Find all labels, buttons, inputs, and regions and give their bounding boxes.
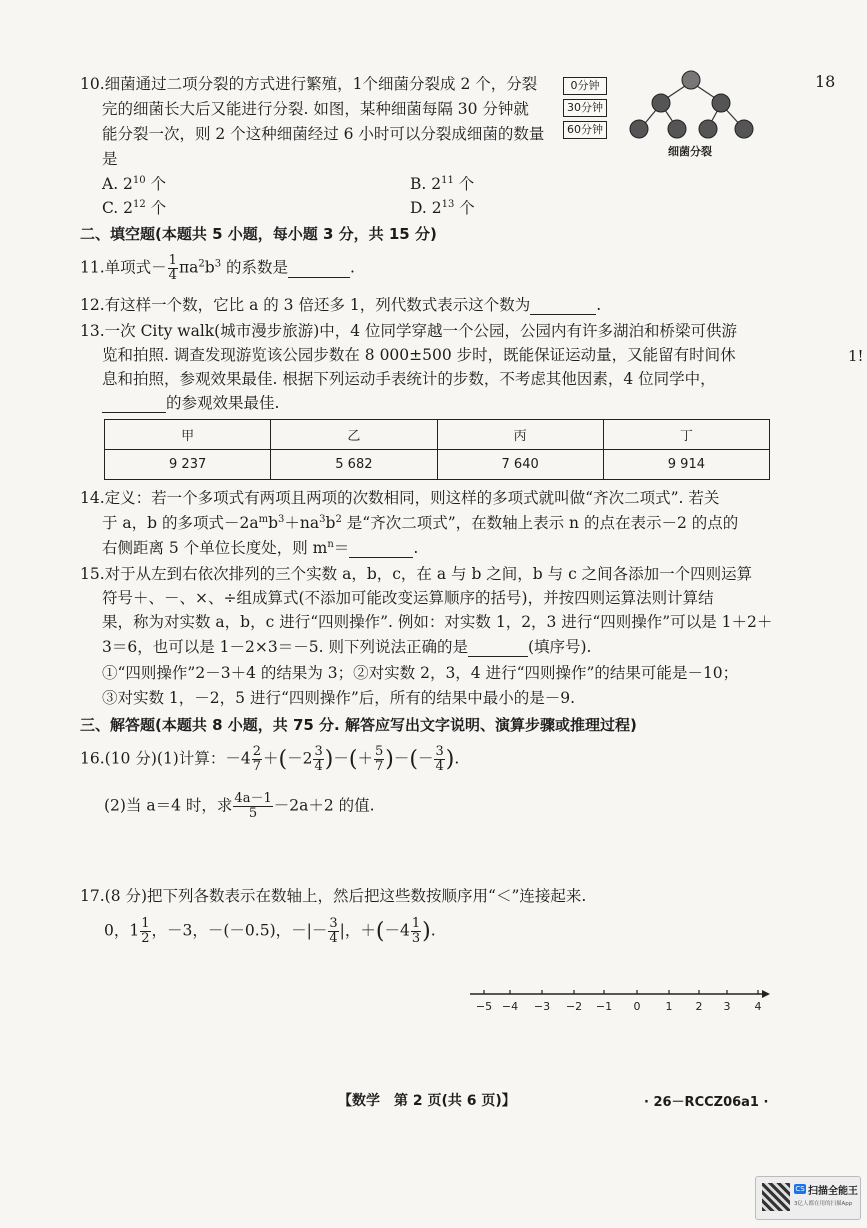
q15-line-5: ①“四则操作”2－3＋4 的结果为 3；②对实数 2，3，4 进行“四则操作”的结果可能是－10； bbox=[102, 664, 739, 682]
bacteria-division-diagram bbox=[620, 68, 770, 140]
table-header-cell: 乙 bbox=[271, 420, 437, 450]
q14-answer-blank[interactable] bbox=[349, 539, 413, 558]
page-footer-left: 【数学 第 2 页(共 6 页)】 bbox=[338, 1093, 516, 1109]
page-footer-right: · 26－RCCZ06a1 · bbox=[644, 1095, 769, 1110]
q11-fraction: $\frac{1}{4}$ bbox=[168, 253, 177, 283]
q15-line-2: 符号＋、－、×、÷组成算式(不添加可能改变运算顺序的括号)，并按四则运算法则计算结 bbox=[102, 589, 714, 607]
q12-answer-blank[interactable] bbox=[530, 296, 596, 315]
arrow-right-icon bbox=[762, 990, 770, 998]
question-14 bbox=[80, 486, 780, 566]
q13-answer-blank[interactable] bbox=[102, 394, 166, 413]
scanner-title: 扫描全能王 bbox=[808, 1186, 858, 1197]
q10-option-d[interactable]: D. $2^{13}$ 个 bbox=[410, 199, 475, 217]
section-2-heading: 二、填空题(本题共 5 小题，每小题 3 分，共 15 分) bbox=[80, 225, 437, 243]
q14-line-2: 于 a，b 的多项式$-2a^mb^3+na^3b^2$ 是“齐次二项式”，在数轴上表示 n 的点在表示－2 的点的 bbox=[102, 514, 739, 532]
q11-answer-blank[interactable] bbox=[288, 259, 350, 278]
q15-line-3: 果，称为对实数 a，b，c 进行“四则操作”. 例如：对实数 1，2，3 进行“四则操作”可以是 1＋2＋ bbox=[102, 613, 773, 631]
tick-label: −1 bbox=[595, 1000, 613, 1013]
q13-line-1: 13.一次 City walk(城市漫步旅游)中，4 位同学穿越一个公园，公园内有许多湖泊和桥梁可供游 bbox=[80, 322, 738, 340]
q13-line-2: 览和拍照. 调查发现游览该公园步数在 8 000±500 步时，既能保证运动量，又能留有时间休 bbox=[102, 346, 736, 364]
question-15 bbox=[80, 562, 780, 712]
step-count-table bbox=[104, 419, 770, 480]
figure-caption: 细菌分裂 bbox=[668, 145, 712, 158]
q14-line-3: 右侧距离 5 个单位长度处，则 $m^n=$ . bbox=[102, 539, 419, 557]
tick-label: 1 bbox=[665, 1000, 673, 1013]
q10-line-4: 是 bbox=[102, 150, 118, 168]
question-10 bbox=[80, 72, 560, 222]
question-11: 11.单项式－ $\frac{1}{4}$ $\pi a^2b^3$ 的系数是 . bbox=[80, 253, 355, 283]
q15-answer-blank[interactable] bbox=[468, 638, 528, 657]
q13-line-4: 的参观效果最佳. bbox=[166, 394, 280, 412]
page-edge-number: 18 bbox=[815, 72, 836, 91]
tick-label: −2 bbox=[565, 1000, 583, 1013]
section-3-heading: 三、解答题(本题共 8 小题，共 75 分. 解答应写出文字说明、演算步骤或推理过程) bbox=[80, 716, 637, 734]
time-label-0: 0分钟 bbox=[563, 77, 607, 95]
q10-option-b[interactable]: B. $2^{11}$ 个 bbox=[410, 175, 475, 193]
scanner-subtitle: 3亿人都在用的扫描App bbox=[794, 1201, 853, 1207]
q10-option-c[interactable]: C. $2^{12}$ 个 bbox=[102, 199, 167, 217]
q17-number-list: 0，1 $\frac{1}{2}$ ，－3，－(－0.5)，－|－ $\frac{3}{4}$ |，＋(－4 $\frac{1}{3}$ ). bbox=[104, 916, 436, 946]
table-cell: 9 914 bbox=[603, 450, 769, 480]
question-16-part-1: 16.(10 分)(1)计算：－4 $\frac{2}{7}$ ＋(－2 $\frac{3}{4}$ )－(＋ $\frac{5}{7}$ )－(－ $\frac{3}{4}$ ). bbox=[80, 744, 460, 774]
tick-label: −5 bbox=[475, 1000, 493, 1013]
question-17: 17.(8 分)把下列各数表示在数轴上，然后把这些数按顺序用“＜”连接起来. bbox=[80, 887, 587, 905]
q10-line-1: 10.细菌通过二项分裂的方式进行繁殖，1个细菌分裂成 2 个，分裂 bbox=[80, 75, 538, 93]
table-header-cell: 甲 bbox=[105, 420, 271, 450]
qr-code-icon bbox=[762, 1183, 790, 1211]
q13-line-3: 息和拍照，参观效果最佳. 根据下列运动手表统计的步数，不考虑其他因素，4 位同学中， bbox=[102, 370, 716, 388]
q15-line-1: 15.对于从左到右依次排列的三个实数 a，b，c，在 a 与 b 之间，b 与 c 之间各添加一个四则运算 bbox=[80, 565, 753, 583]
question-13 bbox=[80, 319, 780, 419]
table-cell: 5 682 bbox=[271, 450, 437, 480]
tick-label: 3 bbox=[723, 1000, 731, 1013]
q15-line-4: 3＝6，也可以是 1－2×3＝－5. 则下列说法正确的是 (填序号). bbox=[102, 638, 592, 656]
time-label-60: 60分钟 bbox=[563, 121, 607, 139]
q14-line-1: 14.定义：若一个多项式有两项且两项的次数相同，则这样的多项式就叫做“齐次二项式”. 若关 bbox=[80, 489, 720, 507]
q10-line-2: 完的细菌长大后又能进行分裂. 如图，某种细菌每隔 30 分钟就 bbox=[102, 100, 529, 118]
table-header-cell: 丙 bbox=[437, 420, 603, 450]
scanner-logo-icon: CS bbox=[795, 1185, 805, 1193]
page-edge-mark: 1! bbox=[848, 347, 864, 365]
table-header-row bbox=[105, 420, 770, 450]
scanner-watermark bbox=[755, 1176, 861, 1220]
question-16-part-2: (2)当 a＝4 时，求 $\frac{4a-1}{5}$ －2a＋2 的值. bbox=[104, 791, 375, 821]
tick-label: −3 bbox=[533, 1000, 551, 1013]
tick-label: 0 bbox=[633, 1000, 641, 1013]
tick-label: 4 bbox=[754, 1000, 762, 1013]
q15-line-6: ③对实数 1，－2，5 进行“四则操作”后，所有的结果中最小的是－9. bbox=[102, 689, 576, 707]
q10-line-3: 能分裂一次，则 2 个这种细菌经过 6 小时可以分裂成细菌的数量 bbox=[102, 125, 545, 143]
question-12: 12.有这样一个数，它比 a 的 3 倍还多 1，列代数式表示这个数为 . bbox=[80, 296, 602, 314]
q10-option-a[interactable]: A. $2^{10}$ 个 bbox=[102, 175, 167, 193]
tick-label: 2 bbox=[695, 1000, 703, 1013]
table-row bbox=[105, 450, 770, 480]
number-line bbox=[466, 984, 774, 1024]
time-label-30: 30分钟 bbox=[563, 99, 607, 117]
table-cell: 7 640 bbox=[437, 450, 603, 480]
table-cell: 9 237 bbox=[105, 450, 271, 480]
tick-label: −4 bbox=[501, 1000, 519, 1013]
table-header-cell: 丁 bbox=[603, 420, 769, 450]
